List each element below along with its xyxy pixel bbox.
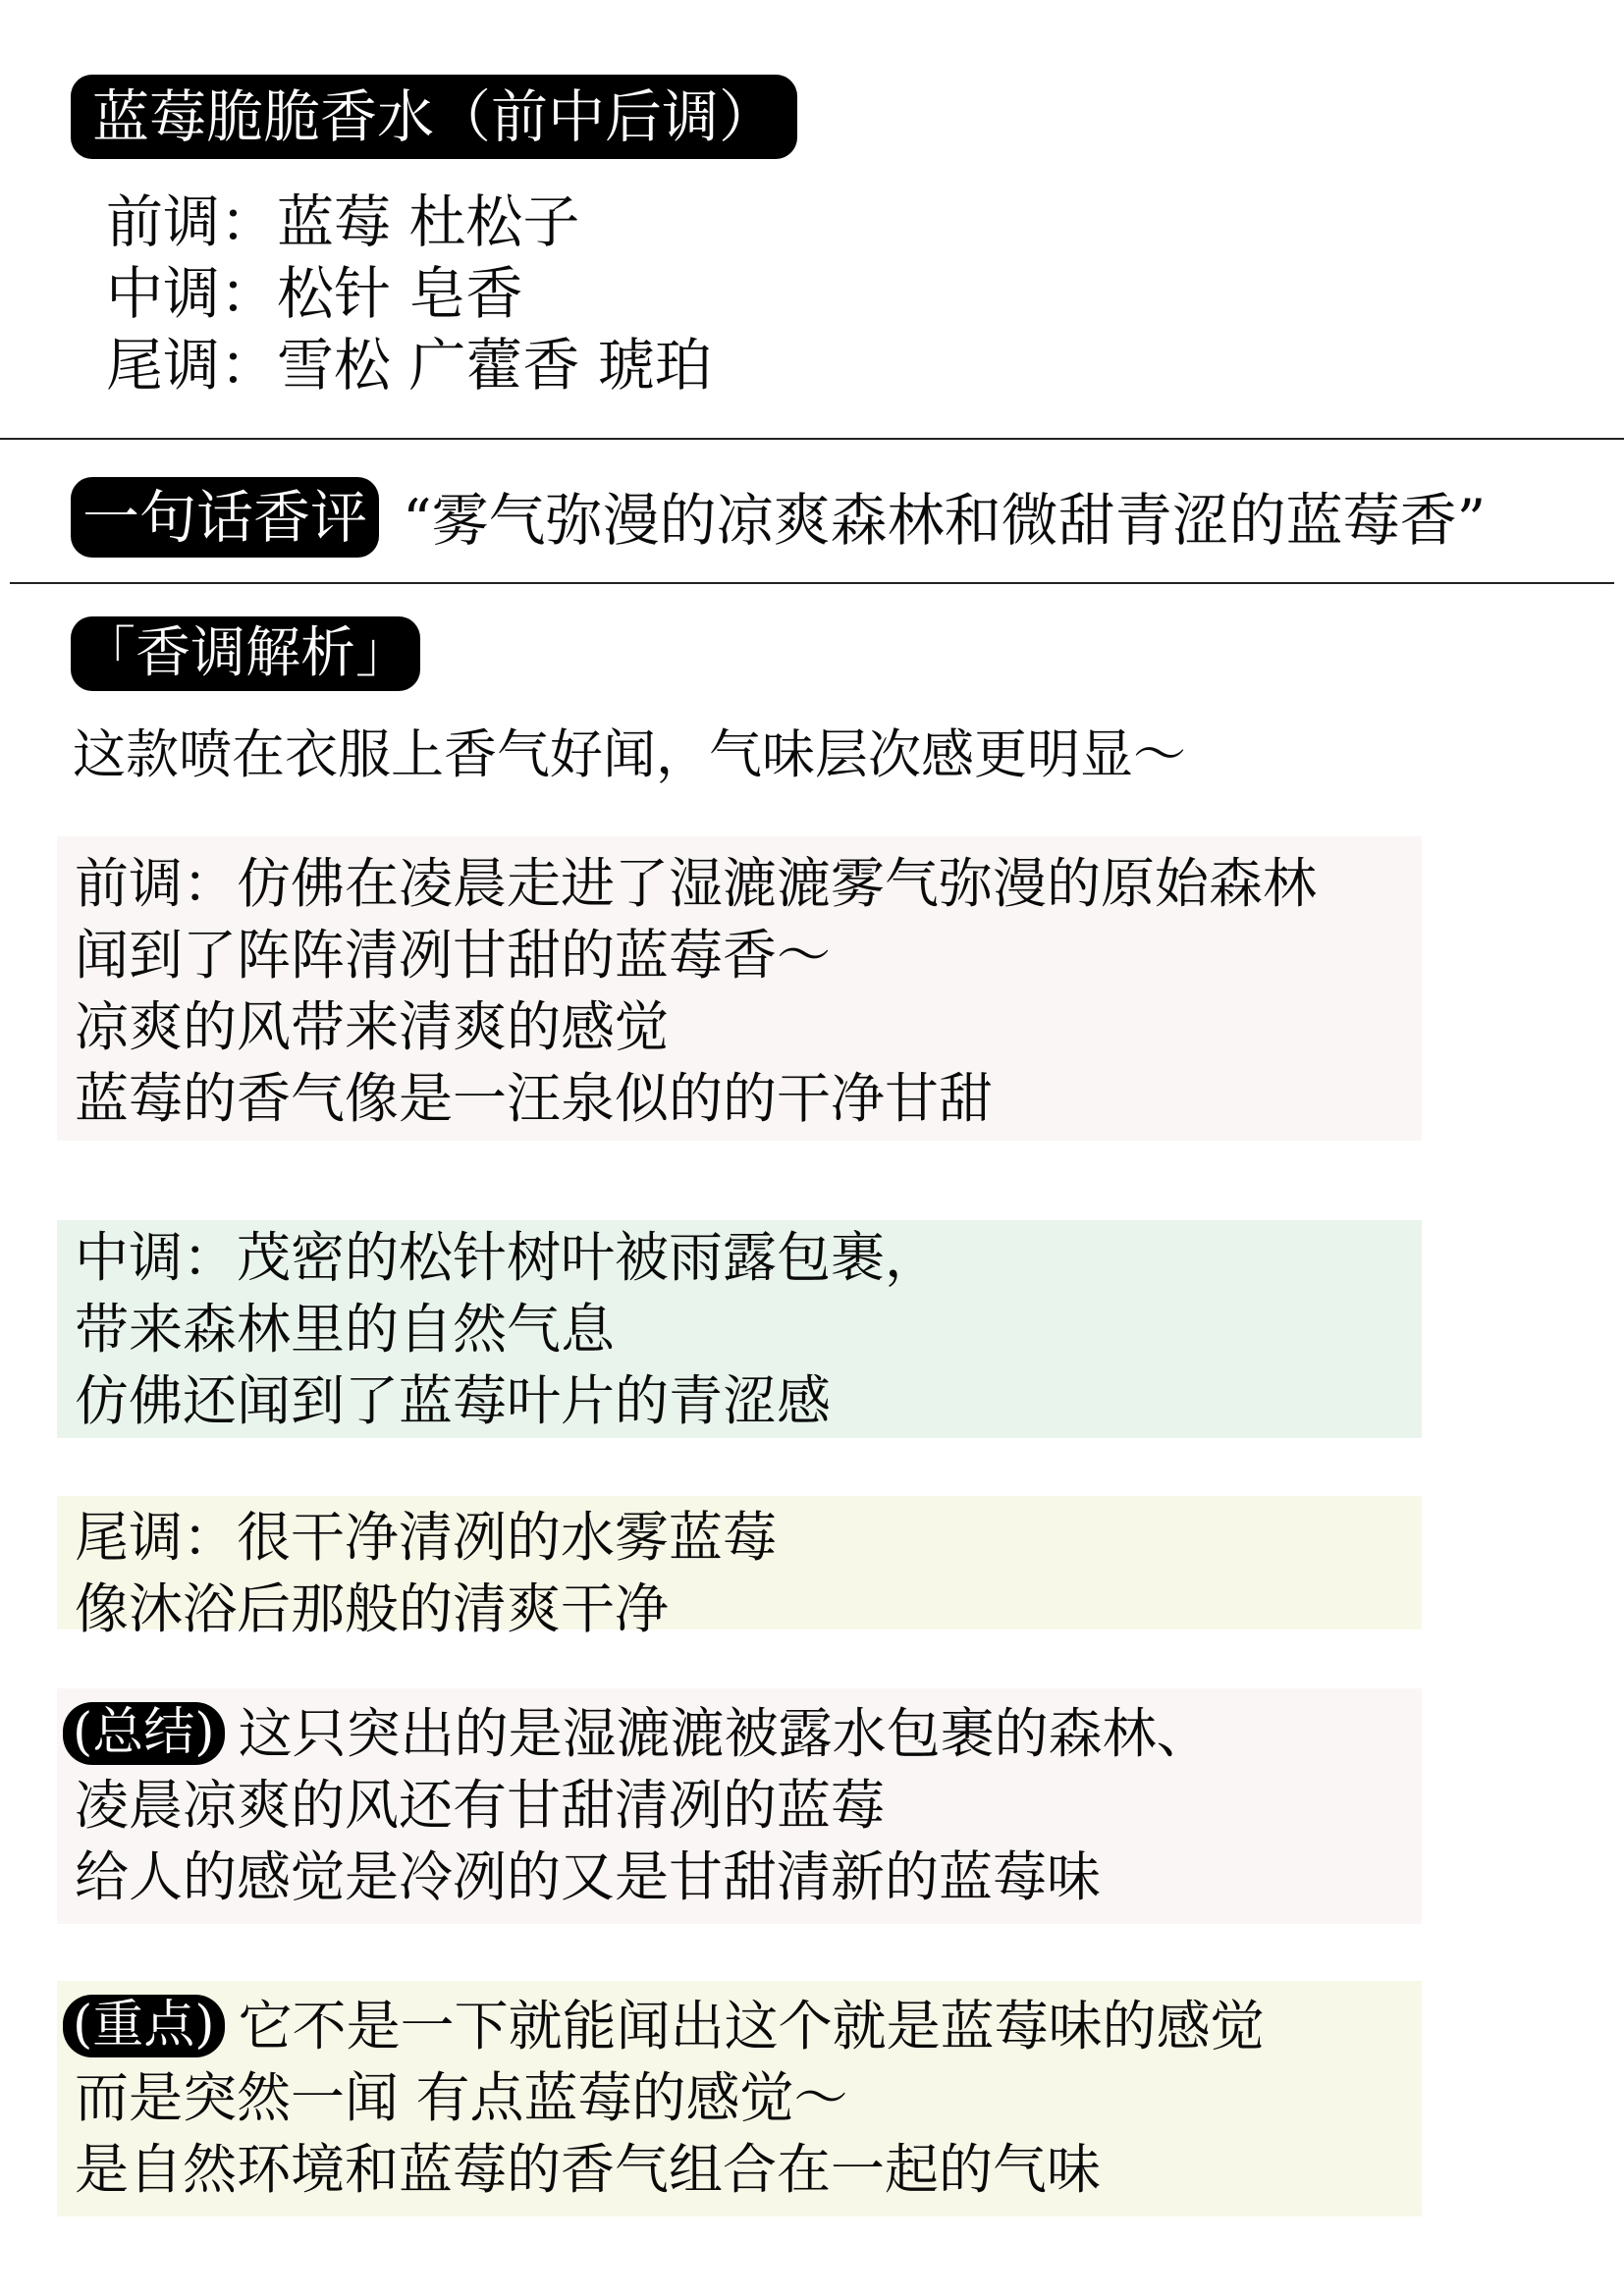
top-notes-line: 蓝莓的香气像是一汪泉似的的干净甘甜	[75, 1067, 994, 1130]
top-notes-block	[57, 836, 1422, 1141]
summary-block	[57, 1688, 1422, 1924]
key-point-line	[75, 1991, 1422, 2062]
middle-notes-block	[57, 1220, 1422, 1438]
analysis-intro: 这款喷在衣服上香气好闻，气味层次感更明显～	[73, 723, 1186, 785]
key-point-line: 而是突然一闻 有点蓝莓的感觉～	[75, 2066, 848, 2129]
summary-tag: (总结)	[63, 1702, 225, 1765]
notes-list	[106, 187, 712, 401]
page-title: 蓝莓脆脆香水（前中后调）	[71, 75, 797, 159]
note-middle: 中调：松针 皂香	[106, 260, 523, 327]
summary-line-text: 这只突出的是湿漉漉被露水包裹的森林、	[238, 1702, 1211, 1765]
key-point-block	[57, 1981, 1422, 2216]
summary-line: 凌晨凉爽的风还有甘甜清冽的蓝莓	[75, 1774, 886, 1837]
top-notes-line: 闻到了阵阵清冽甘甜的蓝莓香～	[75, 924, 832, 987]
summary-line	[75, 1698, 1422, 1770]
analysis-label: 「香调解析」	[71, 616, 420, 691]
base-notes-block	[57, 1496, 1422, 1640]
top-notes-line: 前调：仿佛在凌晨走进了湿漉漉雾气弥漫的原始森林	[75, 852, 1318, 915]
note-base: 尾调：雪松 广藿香 琥珀	[106, 332, 712, 399]
key-point-line-text: 它不是一下就能闻出这个就是蓝莓味的感觉	[238, 1995, 1265, 2057]
middle-notes-line: 中调：茂密的松针树叶被雨露包裹，	[75, 1226, 940, 1289]
divider-top	[0, 438, 1624, 440]
review-label: 一句话香评	[71, 477, 379, 558]
middle-notes-line: 带来森林里的自然气息	[75, 1298, 616, 1361]
key-point-tag: (重点)	[63, 1995, 225, 2057]
divider-bottom	[10, 582, 1614, 584]
key-point-line: 是自然环境和蓝莓的香气组合在一起的气味	[75, 2138, 1102, 2201]
note-top: 前调：蓝莓 杜松子	[106, 188, 580, 255]
review-quote: “雾气弥漫的凉爽森林和微甜青涩的蓝莓香”	[403, 487, 1487, 554]
middle-notes-line: 仿佛还闻到了蓝莓叶片的青涩感	[75, 1369, 832, 1432]
base-notes-line: 尾调：很干净清冽的水雾蓝莓	[75, 1506, 778, 1569]
summary-line: 给人的感觉是冷冽的又是甘甜清新的蓝莓味	[75, 1845, 1102, 1908]
base-notes-line: 像沐浴后那般的清爽干净	[75, 1577, 670, 1640]
top-notes-line: 凉爽的风带来清爽的感觉	[75, 995, 670, 1058]
